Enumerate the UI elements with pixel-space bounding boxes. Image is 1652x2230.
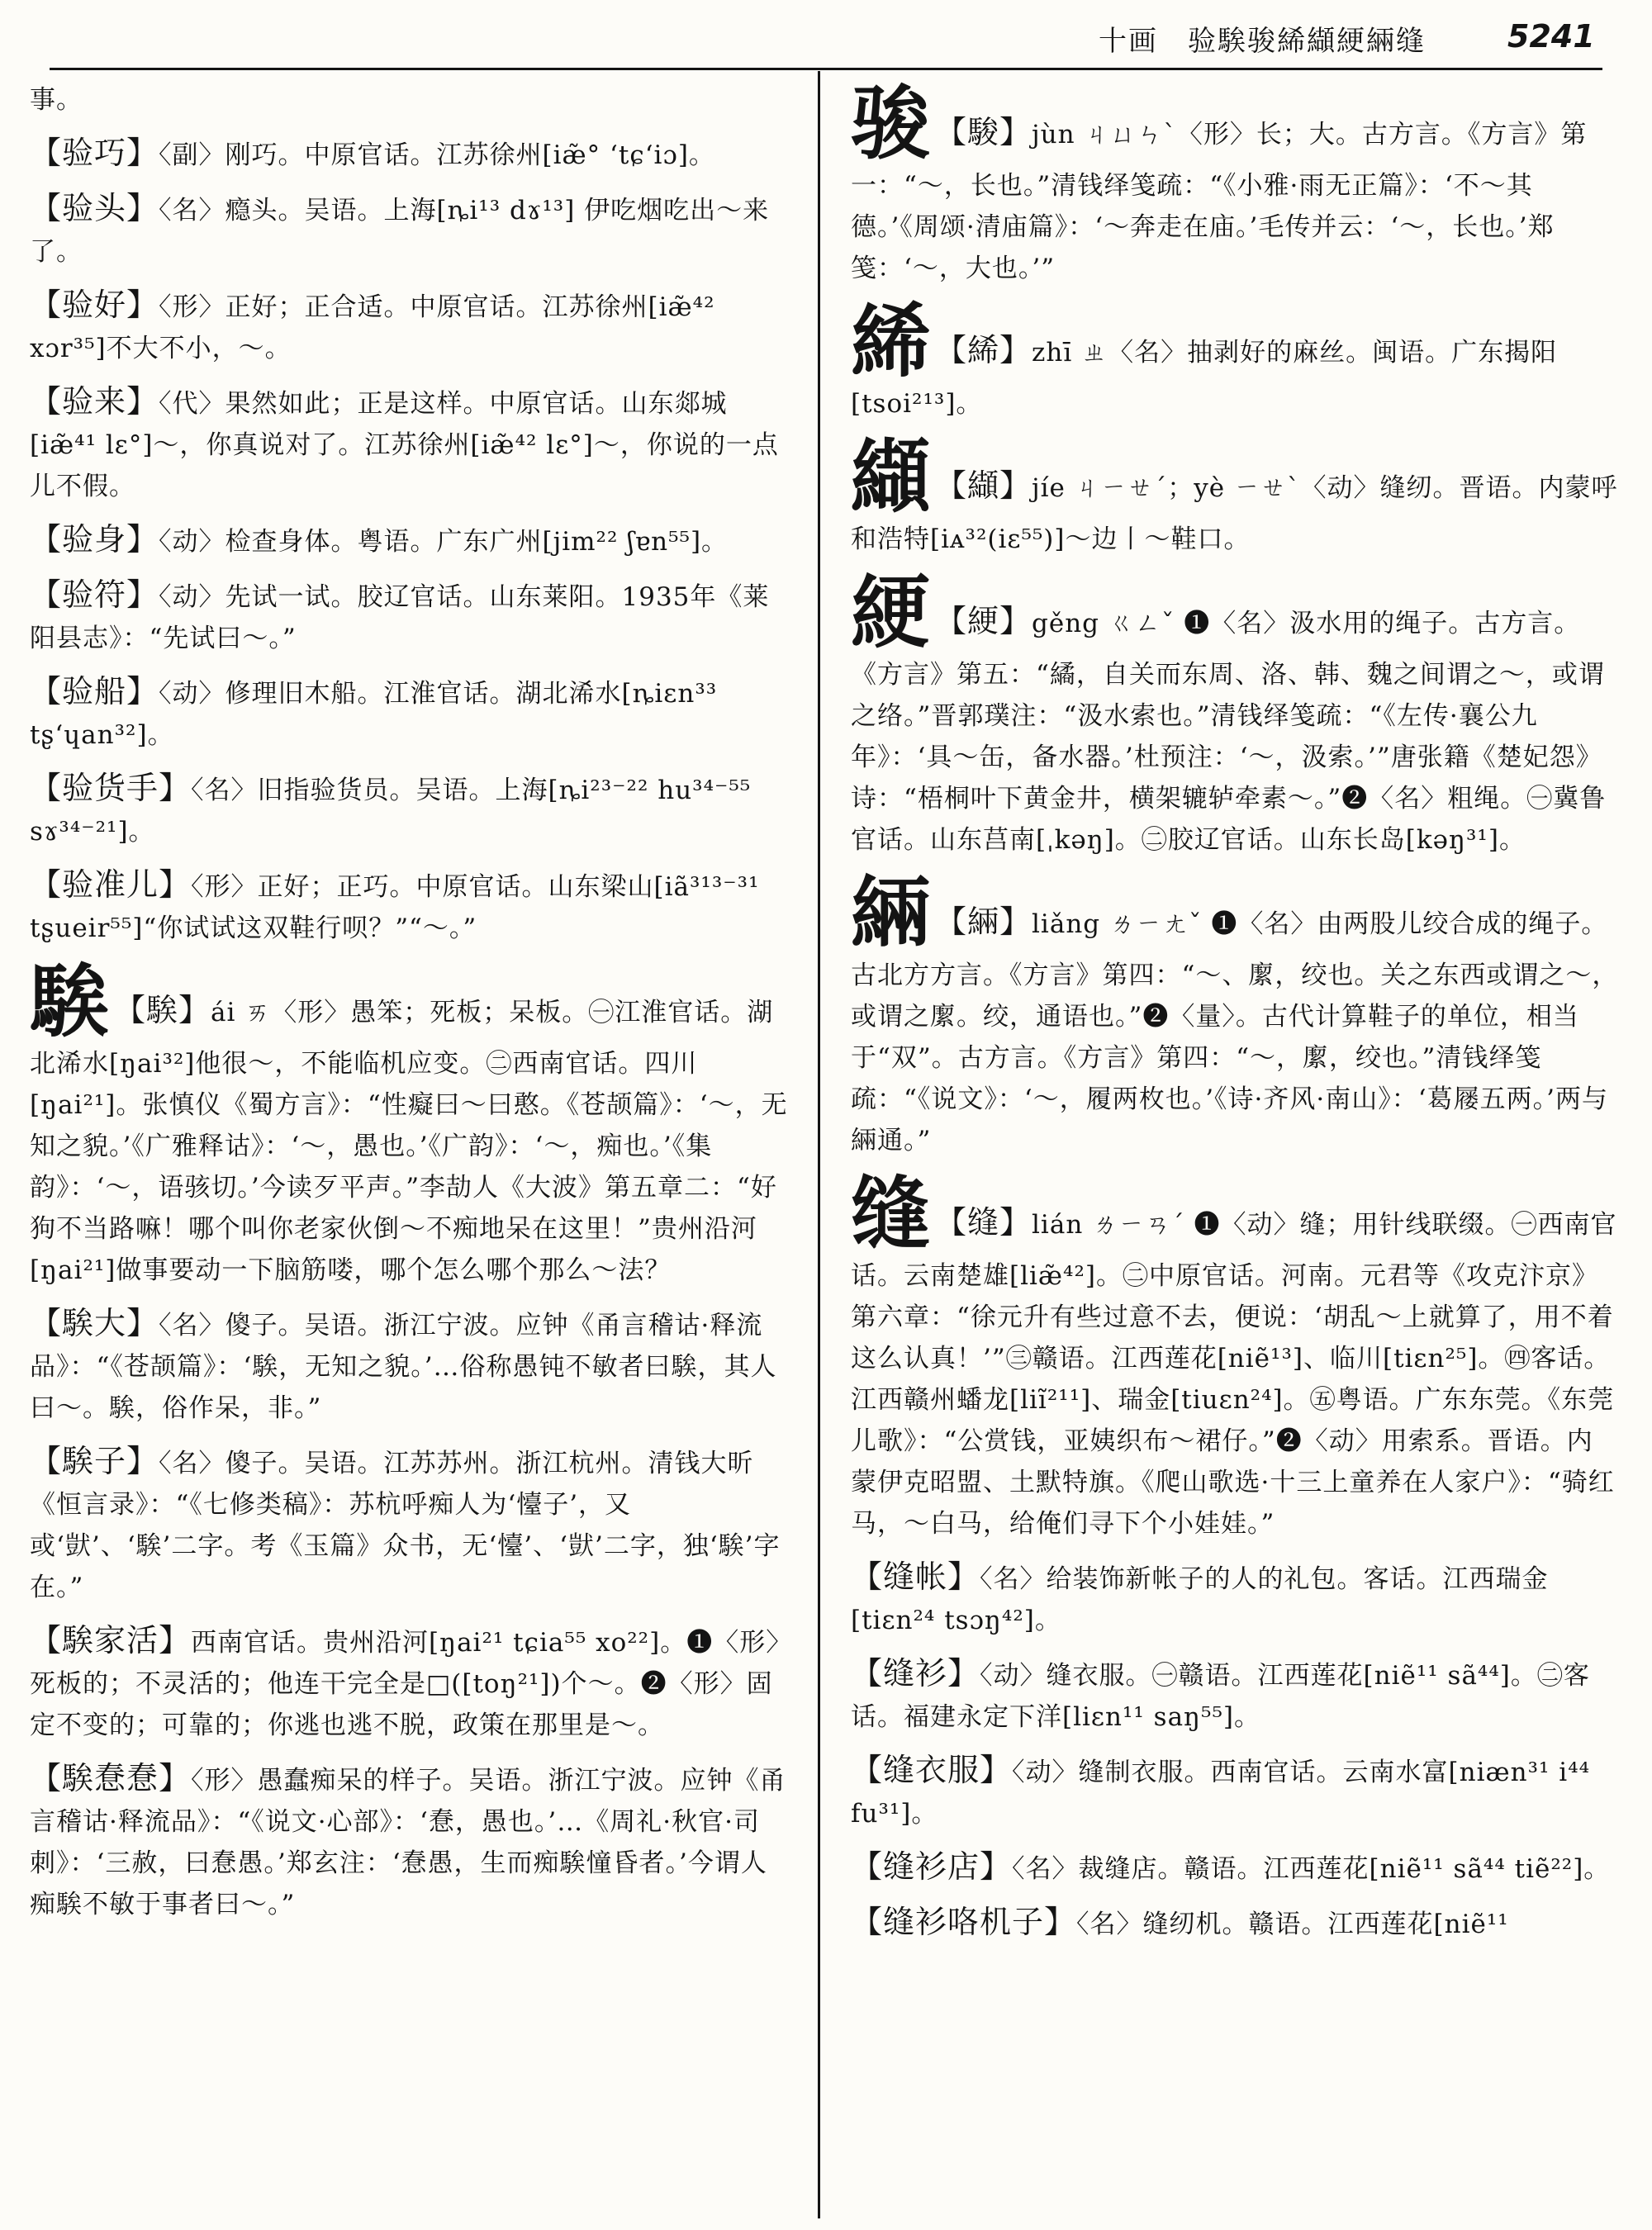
entry-definition: 〈名〉缝纫机。赣语。江西莲花[niẽ¹¹ <box>1076 1910 1509 1939</box>
entry-definition: 〈名〉裁缝店。赣语。江西莲花[niẽ¹¹ sã⁴⁴ tiẽ²²]。 <box>1012 1854 1611 1884</box>
character-entry <box>851 866 1619 1161</box>
continuation-text: 事。 <box>30 85 83 115</box>
dictionary-entry <box>30 381 790 507</box>
entry-definition: 〈名〉瘾头。吴语。上海[ȵi¹³ dɤ¹³] 伊吃烟吃出～来了。 <box>30 196 770 267</box>
column-divider <box>818 71 820 2218</box>
entry-headword: 【缝衫咯机子】 <box>851 1904 1077 1940</box>
dictionary-entry <box>30 574 790 659</box>
entry-headword: 【缝】 <box>935 1204 1032 1241</box>
character-entry <box>851 566 1619 861</box>
character-entry <box>851 77 1619 289</box>
dictionary-entry <box>851 1556 1619 1641</box>
entry-definition: 西南官话。贵州沿河[ŋai²¹ tɕia⁵⁵ xo²²]。❶〈形〉死板的；不灵活的；他连干完全是□([toŋ²¹])个～。❷〈形〉固定不变的；可靠的；你逃也逃不脱，政策在那里是～。 <box>30 1628 780 1740</box>
entry-headword: 【验头】 <box>30 190 159 226</box>
dictionary-entry <box>30 767 790 852</box>
dictionary-entry <box>30 1302 790 1429</box>
dictionary-entry <box>30 187 790 273</box>
entry-character: 缝 <box>851 1167 930 1260</box>
dictionary-entry <box>30 284 790 369</box>
entry-definition: 〈名〉旧指验货员。吴语。上海[ȵi²³⁻²² hu³⁴⁻⁵⁵ sɤ³⁴⁻²¹]。 <box>30 776 752 847</box>
entry-definition: ái ㄞ〈形〉愚笨；死板；呆板。㊀江淮官话。湖北浠水[ŋai³²]他很～，不能临机应变。㊁西南官话。四川[ŋai²¹]。张慎仪《蜀方言》：“性癡曰～曰憨。《苍颉篇》：‘～，无知之貌。’《广雅释诂》：‘～，愚也。’《广韵》：‘～，痴也。’《集韵》：‘～，语骇切。’今读歹平声。”李劼人《大波》第五章二：“好狗不当路嘛！哪个叫你老家伙倒～不痴地呆在这里！”贵州沿河[ŋai²¹]做事要动一下脑筋喽，哪个怎么哪个那么～法？ <box>30 998 788 1285</box>
dictionary-entry <box>30 1620 790 1746</box>
entry-definition: jùn ㄐㄩㄣˋ〈形〉长；大。古方言。《方言》第一：“～，长也。”清钱绎笺疏：“《小雅·雨无正篇》：‘不～其德。’《周颂·清庙篇》：‘～奔走在庙。’毛传并云：‘～，长也。’郑笺：‘～，大也。’” <box>851 120 1588 283</box>
entry-character: 骏 <box>851 77 930 170</box>
entry-definition: 〈动〉缝衣服。㊀赣语。江西莲花[niẽ¹¹ sã⁴⁴]。㊁客话。福建永定下洋[liεn¹¹ saŋ⁵⁵]。 <box>851 1661 1590 1732</box>
dictionary-entry <box>851 1749 1619 1834</box>
page-header <box>0 0 1652 71</box>
entry-definition: gěng ㄍㄥˇ ❶〈名〉汲水用的绳子。古方言。《方言》第五：“繘，自关而东周、洛、韩、魏之间谓之～，或谓之络。”晋郭璞注：“汲水索也。”清钱绎笺疏：“《左传·襄公九年》：‘具～缶，备水器。’杜预注：‘～，汲索。’”唐张籍《楚妃怨》诗：“梧桐叶下黄金井，横架辘轳牵素～。”❷〈名〉粗绳。㊀冀鲁官话。山东莒南[ˌkəŋ]。㊁胶辽官话。山东长岛[kəŋ³¹]。 <box>851 609 1607 855</box>
entry-definition: 〈副〉刚巧。中原官话。江苏徐州[iæ̃° ʻtɕʻiɔ]。 <box>159 140 715 170</box>
entry-headword: 【验船】 <box>30 673 159 709</box>
page-number: 5241 <box>1507 18 1595 55</box>
character-entry <box>30 955 790 1291</box>
dictionary-entry <box>30 132 790 176</box>
entry-character: 緉 <box>851 866 930 960</box>
entry-definition: 〈形〉正好；正合适。中原官话。江苏徐州[iæ̃⁴² xɔr³⁵]不大不小，～。 <box>30 292 715 363</box>
entry-definition: 〈动〉缝制衣服。西南官话。云南水富[niæn³¹ i⁴⁴ fu³¹]。 <box>851 1758 1591 1829</box>
entry-definition: 〈动〉修理旧木船。江淮官话。湖北浠水[ȵiɛn³³ tʂʻɥan³²]。 <box>30 679 718 750</box>
header-rule <box>50 68 1602 70</box>
entry-headword: 【验身】 <box>30 521 159 558</box>
entry-definition: 〈形〉正好；正巧。中原官话。山东梁山[iã³¹³⁻³¹ tʂueir⁵⁵]“你试试这双鞋行呗？”“～。” <box>30 872 760 943</box>
entry-headword: 【验巧】 <box>30 135 159 171</box>
entry-character: 綆 <box>851 566 930 659</box>
entry-headword: 【緉】 <box>935 904 1032 940</box>
character-entry <box>851 295 1619 425</box>
entry-headword: 【缝衫】 <box>851 1655 980 1691</box>
dictionary-entry <box>30 864 790 949</box>
entry-definition: 〈形〉愚蠢痴呆的样子。吴语。浙江宁波。应钟《甬言稽诂·释流品》：“《说文·心部》：‘惷，愚也。’…《周礼·秋官·司刺》：‘三赦，曰惷愚。’郑玄注：‘惷愚，生而痴騃憧昏者。’今谓人痴騃不敏于事者曰～。” <box>30 1766 786 1919</box>
entry-definition: 〈动〉先试一试。胶辽官话。山东莱阳。1935年《莱阳县志》：“先试曰～。” <box>30 582 770 653</box>
entry-headword: 【验好】 <box>30 287 159 323</box>
section-label: 十画 验騃骏絺纈綆緉缝 <box>1099 25 1426 58</box>
entry-headword: 【騃子】 <box>30 1443 159 1479</box>
entry-definition: 〈代〉果然如此；正是这样。中原官话。山东郯城[iæ̃⁴¹ lε°]～，你真说对了。江苏徐州[iæ̃⁴² lε°]～，你说的一点儿不假。 <box>30 389 779 501</box>
entry-character: 纈 <box>851 430 930 524</box>
entry-headword: 【验货手】 <box>30 770 192 806</box>
entry-definition: liǎng ㄌㄧㄤˇ ❶〈名〉由两股儿绞合成的绳子。古北方方言。《方言》第四：“～、緳，绞也。关之东西或谓之～，或谓之緳。绞，通语也。”❷〈量〉。古代计算鞋子的单位，相当于“双”。古方言。《方言》第四：“～，緳，绞也。”清钱绎笺疏：“《说文》：‘～，履两枚也。’《诗·齐风·南山》：‘葛屦五两。’两与緉通。” <box>851 909 1619 1155</box>
left-column <box>30 79 790 1937</box>
entry-definition: jíe ㄐㄧㄝˊ；yè ㄧㄝˋ〈动〉缝纫。晋语。内蒙呼和浩特[iᴀ³²(iε⁵⁵)]～边丨～鞋口。 <box>851 473 1618 554</box>
entry-headword: 【騃家活】 <box>30 1622 192 1658</box>
entry-headword: 【騃惷惷】 <box>30 1760 192 1796</box>
entry-definition: zhī ㄓ〈名〉抽剥好的麻丝。闽语。广东揭阳[tsoi²¹³]。 <box>851 338 1558 419</box>
dictionary-entry <box>30 671 790 756</box>
entry-headword: 【验准儿】 <box>30 866 192 903</box>
dictionary-entry <box>30 1758 790 1925</box>
entry-headword: 【駿】 <box>935 114 1032 150</box>
character-entry <box>851 1167 1619 1544</box>
right-column <box>851 79 1619 1957</box>
entry-headword: 【騃】 <box>114 992 211 1028</box>
entry-headword: 【缝衫店】 <box>851 1848 1013 1885</box>
entry-headword: 【絺】 <box>935 332 1032 368</box>
entry-character: 騃 <box>30 955 109 1048</box>
dictionary-entry <box>851 1901 1619 1945</box>
entry-headword: 【纈】 <box>935 467 1032 504</box>
dictionary-entry <box>30 1440 790 1608</box>
dictionary-entry <box>851 1846 1619 1890</box>
entry-headword: 【验来】 <box>30 383 159 420</box>
character-entry <box>851 430 1619 560</box>
entry-definition: 〈名〉傻子。吴语。江苏苏州。浙江杭州。清钱大昕《恒言录》：“《七修类稿》：苏杭呼痴人为‘懛子’，又或‘獃’、‘騃’二字。考《玉篇》众书，无‘懛’、‘獃’二字，独‘騃’字在。” <box>30 1449 781 1602</box>
entry-definition: 〈名〉给装饰新帐子的人的礼包。客话。江西瑞金[tiεn²⁴ tsɔŋ⁴²]。 <box>851 1564 1549 1635</box>
entry-definition: 〈名〉傻子。吴语。浙江宁波。应钟《甬言稽诂·释流品》：“《苍颉篇》：‘騃，无知之貌。’…俗称愚钝不敏者曰騃，其人曰～。騃，俗作呆，非。” <box>30 1311 777 1423</box>
dictionary-entry <box>851 1653 1619 1738</box>
entry-headword: 【綆】 <box>935 603 1032 639</box>
entry-headword: 【验符】 <box>30 576 159 613</box>
dictionary-entry <box>30 519 790 562</box>
entry-headword: 【缝衣服】 <box>851 1752 1013 1788</box>
entry-character: 絺 <box>851 295 930 388</box>
entry-definition: 〈动〉检查身体。粤语。广东广州[jim²² ʃɐn⁵⁵]。 <box>159 527 729 557</box>
entry-headword: 【缝帐】 <box>851 1559 980 1595</box>
entry-definition: lián ㄌㄧㄢˊ ❶〈动〉缝；用针线联缀。㊀西南官话。云南楚雄[liæ̃⁴²]。㊁中原官话。河南。元君等《攻克汴京》第六章：“徐元升有些过意不去，便说：‘胡乱～上就算了，用不着这么认真！’”㊂赣语。江西莲花[niẽ¹³]、临川[tiεn²⁵]。㊃客话。江西赣州蟠龙[liĩ²¹¹]、瑞金[tiuεn²⁴]。㊄粤语。广东东莞。《东莞儿歌》：“公赏钱，亚姨织布～裙仔。”❷〈动〉用索系。晋语。内蒙伊克昭盟、土默特旗。《爬山歌选·十三上童养在人家户》：“骑红马，～白马，给俺们寻下个小娃娃。” <box>851 1210 1617 1539</box>
entry-headword: 【騃大】 <box>30 1305 159 1341</box>
